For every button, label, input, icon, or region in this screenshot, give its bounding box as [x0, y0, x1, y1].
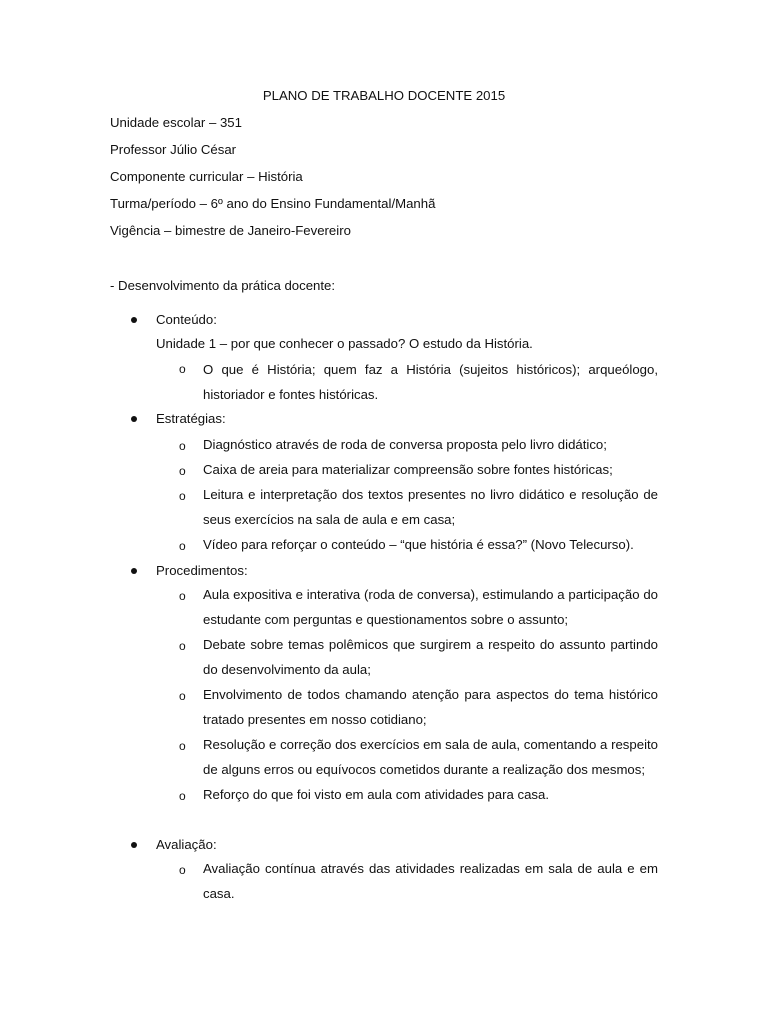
bullet-dot	[131, 317, 137, 323]
bullet-dot	[131, 568, 137, 574]
sub-bullet-marker: o	[179, 489, 186, 503]
bullet-dot	[131, 416, 137, 422]
meta-componente: Componente curricular – História	[110, 169, 303, 184]
procedimentos-item: Envolvimento de todos chamando atenção para aspectos do tema histórico tratado presentes em nosso cotidiano;	[203, 687, 658, 727]
sub-bullet-marker: o	[179, 689, 186, 703]
estrategias-item: Leitura e interpretação dos textos presentes no livro didático e resolução de seus exercícios na sala de aula e em casa;	[203, 487, 658, 527]
sub-bullet-marker: o	[179, 589, 186, 603]
avaliacao-label: Avaliação:	[156, 837, 217, 852]
estrategias-item: Diagnóstico através de roda de conversa proposta pelo livro didático;	[203, 437, 607, 452]
meta-professor: Professor Júlio César	[110, 142, 237, 157]
procedimentos-item: Debate sobre temas polêmicos que surgirem a respeito do assunto partindo do desenvolvimento da aula;	[203, 637, 658, 677]
document-title: PLANO DE TRABALHO DOCENTE 2015	[262, 88, 506, 103]
sub-bullet-marker: o	[179, 439, 186, 453]
sub-bullet-marker: o	[179, 362, 186, 376]
bullet-dot	[131, 842, 137, 848]
meta-unidade: Unidade escolar – 351	[110, 115, 242, 130]
conteudo-item: O que é História; quem faz a História (sujeitos históricos); arqueólogo, historiador e fontes históricas.	[203, 362, 658, 402]
sub-bullet-marker: o	[179, 863, 186, 877]
sub-bullet-marker: o	[179, 739, 186, 753]
estrategias-item: Caixa de areia para materializar compreensão sobre fontes históricas;	[203, 462, 613, 477]
conteudo-label: Conteúdo:	[156, 312, 217, 327]
sub-bullet-marker: o	[179, 789, 186, 803]
conteudo-unit: Unidade 1 – por que conhecer o passado? O estudo da História.	[156, 336, 533, 351]
sub-bullet-marker: o	[179, 639, 186, 653]
estrategias-label: Estratégias:	[156, 411, 226, 426]
meta-turma: Turma/período – 6º ano do Ensino Fundamental/Manhã	[110, 196, 436, 211]
meta-vigencia: Vigência – bimestre de Janeiro-Fevereiro	[110, 223, 351, 238]
section-heading: - Desenvolvimento da prática docente:	[110, 278, 336, 293]
procedimentos-label: Procedimentos:	[156, 563, 248, 578]
sub-bullet-marker: o	[179, 464, 186, 478]
procedimentos-item: Aula expositiva e interativa (roda de conversa), estimulando a participação do estudante com perguntas e questionamentos sobre o assunto;	[203, 587, 658, 627]
estrategias-item: Vídeo para reforçar o conteúdo – “que história é essa?” (Novo Telecurso).	[203, 537, 634, 552]
sub-bullet-marker: o	[179, 539, 186, 553]
procedimentos-item: Reforço do que foi visto em aula com atividades para casa.	[203, 787, 549, 802]
avaliacao-item: Avaliação contínua através das atividades realizadas em sala de aula e em casa.	[203, 861, 658, 901]
procedimentos-item: Resolução e correção dos exercícios em sala de aula, comentando a respeito de alguns erros ou equívocos cometidos durante a realização dos mesmos;	[203, 737, 658, 777]
